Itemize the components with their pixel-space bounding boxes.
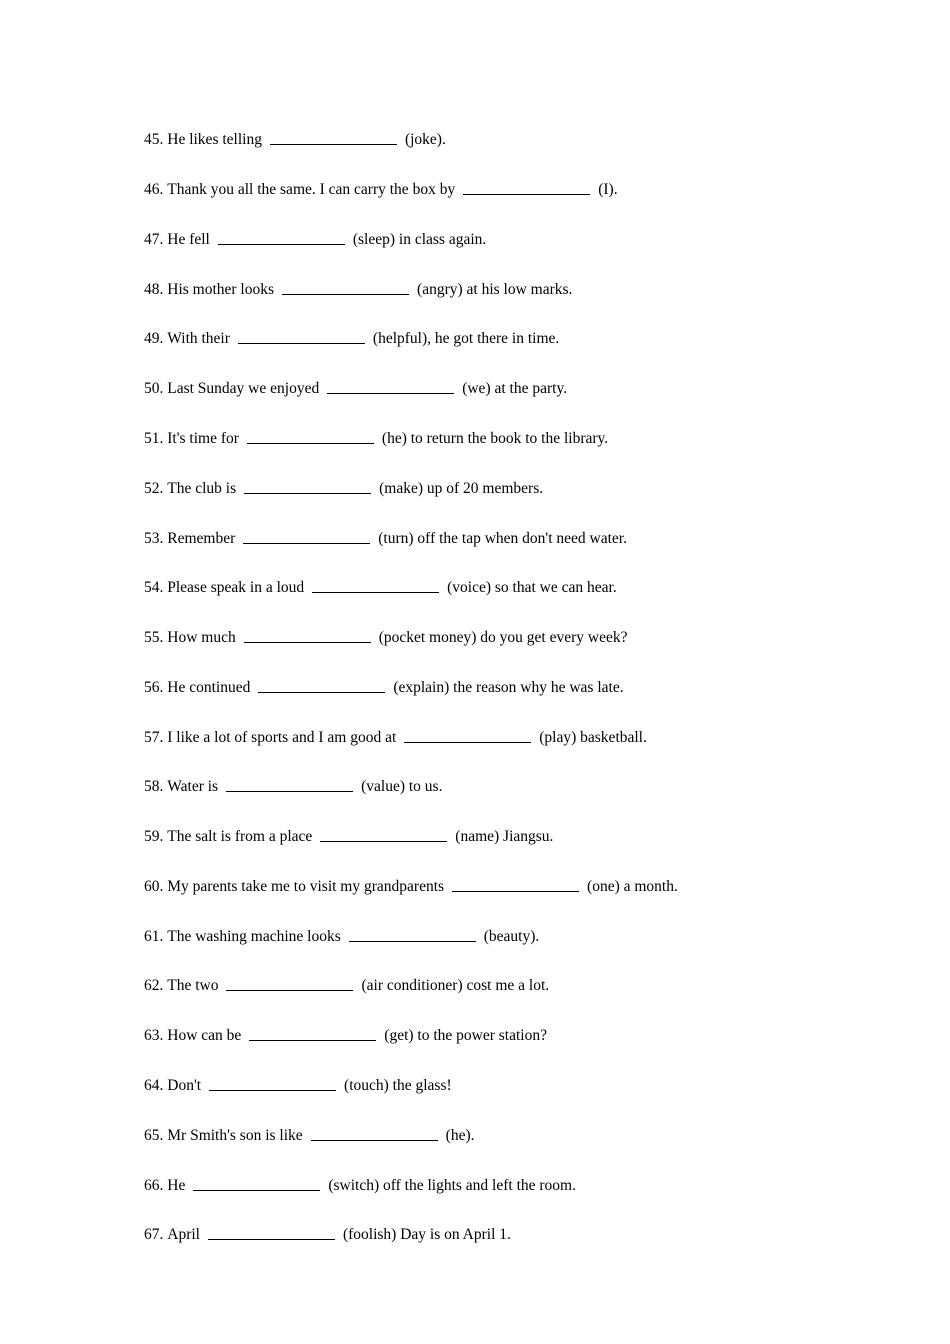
question-67: [144, 1223, 511, 1247]
answer-blank[interactable]: [209, 1076, 336, 1091]
question-57: [144, 726, 647, 750]
answer-blank[interactable]: [208, 1225, 335, 1240]
question-text-after: (angry) at his low marks.: [417, 281, 573, 298]
question-number: 48.: [144, 281, 164, 298]
question-48: [144, 278, 572, 302]
question-number: 50.: [144, 380, 164, 397]
question-number: 55.: [144, 629, 164, 646]
question-text-before: How can be: [167, 1027, 242, 1044]
question-55: [144, 626, 627, 650]
answer-blank[interactable]: [320, 827, 447, 842]
question-54: [144, 576, 617, 600]
question-text-before: Mr Smith's son is like: [167, 1127, 303, 1144]
answer-blank[interactable]: [270, 130, 397, 145]
question-number: 62.: [144, 977, 164, 994]
question-number: 66.: [144, 1177, 164, 1194]
question-text-after: (air conditioner) cost me a lot.: [361, 977, 550, 994]
question-text-after: (explain) the reason why he was late.: [393, 679, 624, 696]
question-65: [144, 1124, 475, 1148]
question-text-before: Thank you all the same. I can carry the box by: [167, 181, 456, 198]
question-number: 65.: [144, 1127, 164, 1144]
question-number: 56.: [144, 679, 164, 696]
question-text-before: How much: [167, 629, 236, 646]
question-text-before: Remember: [167, 530, 236, 547]
question-text-after: (name) Jiangsu.: [455, 828, 554, 845]
answer-blank[interactable]: [226, 976, 353, 991]
question-text-after: (voice) so that we can hear.: [447, 579, 617, 596]
question-58: [144, 775, 442, 799]
question-text-before: The washing machine looks: [167, 928, 341, 945]
question-64: [144, 1074, 452, 1098]
question-text-after: (he).: [445, 1127, 475, 1144]
question-text-before: It's time for: [167, 430, 239, 447]
question-60: [144, 875, 678, 899]
question-text-after: (joke).: [404, 131, 446, 148]
question-number: 47.: [144, 231, 164, 248]
question-62: [144, 974, 549, 998]
answer-blank[interactable]: [243, 529, 370, 544]
question-61: [144, 925, 539, 949]
answer-blank[interactable]: [327, 379, 454, 394]
question-text-after: (turn) off the tap when don't need water.: [378, 530, 627, 547]
question-number: 57.: [144, 729, 164, 746]
question-59: [144, 825, 553, 849]
question-text-after: (beauty).: [483, 928, 540, 945]
question-63: [144, 1024, 547, 1048]
answer-blank[interactable]: [244, 628, 371, 643]
question-number: 67.: [144, 1226, 164, 1243]
question-text-after: (foolish) Day is on April 1.: [342, 1226, 511, 1243]
answer-blank[interactable]: [282, 280, 409, 295]
answer-blank[interactable]: [349, 927, 476, 942]
answer-blank[interactable]: [404, 728, 531, 743]
question-text-before: He fell: [167, 231, 210, 248]
question-text-before: Please speak in a loud: [167, 579, 305, 596]
question-text-after: (sleep) in class again.: [352, 231, 487, 248]
answer-blank[interactable]: [452, 877, 579, 892]
question-number: 60.: [144, 878, 164, 895]
question-46: [144, 178, 618, 202]
question-49: [144, 327, 559, 351]
question-text-after: (make) up of 20 members.: [379, 480, 544, 497]
answer-blank[interactable]: [247, 429, 374, 444]
answer-blank[interactable]: [249, 1026, 376, 1041]
question-text-after: (he) to return the book to the library.: [381, 430, 609, 447]
answer-blank[interactable]: [463, 180, 590, 195]
question-52: [144, 477, 543, 501]
question-text-after: (one) a month.: [587, 878, 678, 895]
question-number: 52.: [144, 480, 164, 497]
question-number: 54.: [144, 579, 164, 596]
question-number: 49.: [144, 330, 164, 347]
question-text-before: He: [167, 1177, 186, 1194]
question-text-after: (get) to the power station?: [384, 1027, 547, 1044]
question-number: 46.: [144, 181, 164, 198]
question-text-before: Last Sunday we enjoyed: [167, 380, 320, 397]
question-text-before: He continued: [167, 679, 251, 696]
question-number: 64.: [144, 1077, 164, 1094]
answer-blank[interactable]: [311, 1126, 438, 1141]
question-number: 63.: [144, 1027, 164, 1044]
question-text-before: He likes telling: [167, 131, 262, 148]
answer-blank[interactable]: [218, 230, 345, 245]
question-text-after: (play) basketball.: [539, 729, 647, 746]
question-number: 45.: [144, 131, 164, 148]
answer-blank[interactable]: [244, 479, 371, 494]
question-56: [144, 676, 624, 700]
answer-blank[interactable]: [238, 329, 365, 344]
question-53: [144, 527, 627, 551]
question-50: [144, 377, 567, 401]
question-text-after: (switch) off the lights and left the room.: [328, 1177, 576, 1194]
question-number: 58.: [144, 778, 164, 795]
question-text-after: (value) to us.: [361, 778, 443, 795]
question-text-before: The club is: [167, 480, 237, 497]
question-text-after: (pocket money) do you get every week?: [378, 629, 628, 646]
answer-blank[interactable]: [312, 578, 439, 593]
question-text-after: (touch) the glass!: [344, 1077, 452, 1094]
question-text-before: The two: [167, 977, 219, 994]
question-number: 59.: [144, 828, 164, 845]
question-number: 51.: [144, 430, 164, 447]
question-number: 53.: [144, 530, 164, 547]
answer-blank[interactable]: [226, 777, 353, 792]
question-text-before: Water is: [167, 778, 219, 795]
question-text-before: The salt is from a place: [167, 828, 313, 845]
question-text-before: My parents take me to visit my grandparents: [167, 878, 445, 895]
question-text-before: I like a lot of sports and I am good at: [167, 729, 397, 746]
question-text-after: (I).: [598, 181, 618, 198]
question-text-after: (we) at the party.: [462, 380, 568, 397]
question-47: [144, 228, 486, 252]
answer-blank[interactable]: [193, 1176, 320, 1191]
question-text-after: (helpful), he got there in time.: [372, 330, 560, 347]
question-text-before: Don't: [167, 1077, 202, 1094]
question-number: 61.: [144, 928, 164, 945]
answer-blank[interactable]: [258, 678, 385, 693]
question-text-before: April: [167, 1226, 200, 1243]
question-text-before: His mother looks: [167, 281, 275, 298]
question-51: [144, 427, 608, 451]
question-66: [144, 1174, 576, 1198]
question-text-before: With their: [167, 330, 230, 347]
question-45: [144, 128, 446, 152]
